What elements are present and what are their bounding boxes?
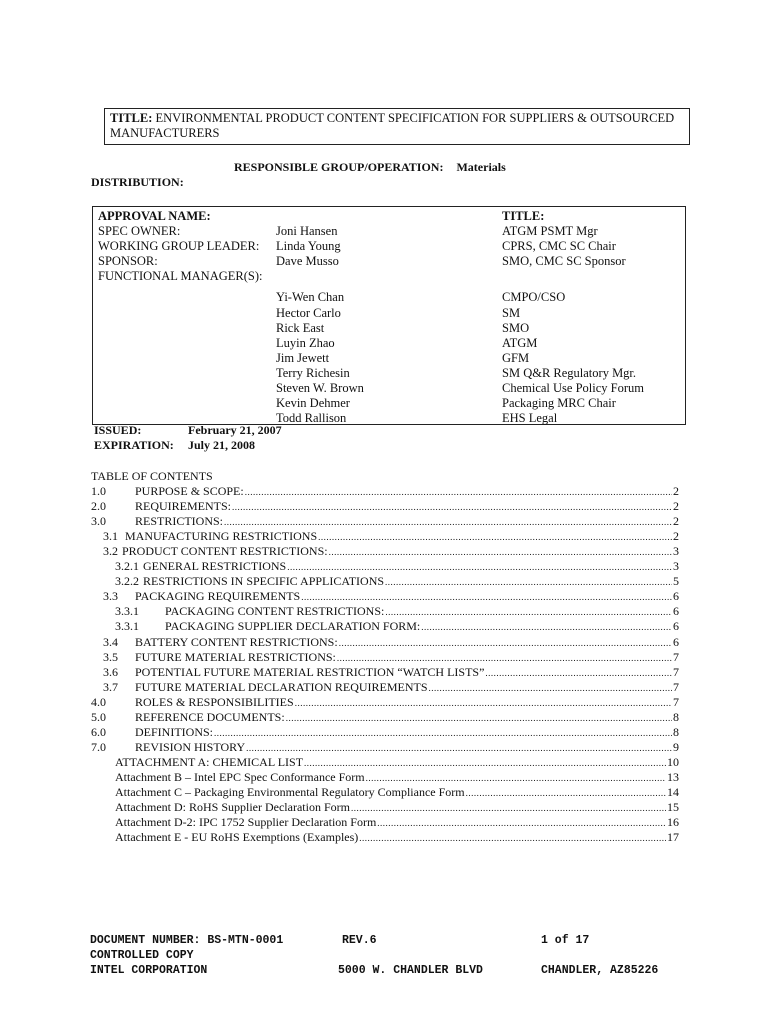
toc-entry-number: 1.0: [91, 484, 106, 498]
title-label: TITLE:: [110, 111, 153, 125]
approval-role: SPEC OWNER:: [98, 224, 181, 238]
toc-page-number: 7: [673, 679, 679, 694]
document-title: ENVIRONMENTAL PRODUCT CONTENT SPECIFICATION FOR SUPPLIERS & OUTSOURCED MANUFACTURERS: [110, 111, 675, 140]
approver-title: CPRS, CMC SC Chair: [502, 239, 616, 253]
toc-leader-dots: [224, 514, 672, 530]
approval-row: [93, 366, 685, 381]
toc-entry[interactable]: [115, 800, 679, 815]
toc-entry-title: PRODUCT CONTENT RESTRICTIONS:: [122, 544, 328, 559]
toc-leader-dots: [304, 755, 666, 771]
toc-leader-dots: [246, 740, 672, 756]
page-footer: [90, 933, 690, 978]
expiration-date: July 21, 2008: [188, 438, 256, 452]
responsible-value: Materials: [456, 160, 506, 174]
toc-page-number: 17: [667, 830, 679, 845]
toc-page-number: 8: [673, 724, 679, 739]
toc-leader-dots: [466, 785, 666, 801]
toc-entry-number: 4.0: [91, 694, 106, 709]
issued-row: [94, 423, 282, 438]
toc-entry-title: ATTACHMENT A: CHEMICAL LIST: [115, 754, 304, 769]
approver-name: Luyin Zhao: [276, 336, 335, 350]
toc-entry[interactable]: [115, 574, 679, 589]
approval-row: [93, 321, 685, 336]
toc-entry-number: 7.0: [91, 739, 106, 754]
responsible-label: RESPONSIBLE GROUP/OPERATION:: [234, 160, 444, 174]
toc-page-number: 10: [667, 754, 679, 769]
toc-entry-title: PACKAGING REQUIREMENTS: [135, 589, 301, 604]
toc-entry-title: PACKAGING SUPPLIER DECLARATION FORM:: [165, 619, 421, 634]
toc-page-number: 3: [673, 559, 679, 574]
footer-row: [90, 948, 690, 963]
approver-name: Linda Young: [276, 239, 341, 253]
toc-entry[interactable]: [103, 529, 679, 544]
toc-page-number: 6: [673, 604, 679, 619]
toc-entry-title: REVISION HISTORY: [135, 739, 246, 754]
toc-entry[interactable]: [91, 514, 679, 529]
toc-leader-dots: [318, 529, 672, 545]
approval-row: [93, 254, 685, 269]
toc-entry-title: BATTERY CONTENT RESTRICTIONS:: [135, 634, 338, 649]
toc-leader-dots: [385, 574, 672, 590]
toc-entry-title: DEFINITIONS:: [135, 724, 213, 739]
distribution-label: DISTRIBUTION:: [91, 175, 184, 189]
approval-row: [93, 269, 685, 284]
toc-entry[interactable]: [115, 755, 679, 770]
company-name: INTEL CORPORATION: [90, 964, 208, 977]
approver-title: Packaging MRC Chair: [502, 396, 616, 410]
toc-page-number: 8: [673, 709, 679, 724]
toc-entry-title: POTENTIAL FUTURE MATERIAL RESTRICTION “WATCH LISTS”: [135, 664, 485, 679]
toc-entry-title: Attachment C – Packaging Environmental Regulatory Compliance Form: [115, 785, 465, 799]
toc-leader-dots: [337, 650, 672, 666]
toc-entry-title: RESTRICTIONS IN SPECIFIC APPLICATIONS: [143, 574, 385, 589]
approval-title-header: TITLE:: [502, 209, 545, 223]
approval-name-header: APPROVAL NAME:: [98, 209, 211, 223]
approver-title: Chemical Use Policy Forum: [502, 381, 644, 395]
toc-entry[interactable]: [115, 770, 679, 785]
toc-leader-dots: [485, 665, 672, 681]
toc-leader-dots: [286, 710, 672, 726]
document-number: DOCUMENT NUMBER: BS-MTN-0001: [90, 934, 284, 947]
toc-leader-dots: [359, 830, 666, 846]
toc-entry-number: 2.0: [91, 499, 106, 514]
toc-entry-title: GENERAL RESTRICTIONS: [143, 559, 287, 574]
toc-entry[interactable]: [115, 604, 679, 619]
toc-entry-title: RESTRICTIONS:: [135, 514, 224, 529]
toc-entry-title: REQUIREMENTS:: [135, 499, 231, 514]
toc-page-number: 14: [667, 785, 679, 799]
toc-leader-dots: [214, 725, 672, 741]
toc-page-number: 2: [673, 514, 679, 529]
approval-row: [93, 306, 685, 321]
toc-entry-title: PURPOSE & SCOPE:: [135, 484, 244, 498]
toc-entry-title: FUTURE MATERIAL RESTRICTIONS:: [135, 649, 336, 664]
toc-leader-dots: [385, 604, 672, 620]
toc-leader-dots: [421, 619, 672, 635]
approval-role: SPONSOR:: [98, 254, 158, 268]
approval-row: [93, 224, 685, 239]
title-box: [104, 108, 690, 145]
approval-row: [93, 290, 685, 305]
toc-leader-dots: [429, 680, 672, 696]
toc-entry-number: 3.0: [91, 514, 106, 529]
toc-entry[interactable]: [103, 650, 679, 665]
toc-page-number: 2: [673, 499, 679, 514]
footer-row: [90, 933, 690, 948]
page-count: 1 of 17: [541, 934, 590, 947]
issued-label: ISSUED:: [94, 423, 142, 437]
approver-title: CMPO/CSO: [502, 290, 566, 304]
toc-entry-title: Attachment B – Intel EPC Spec Conformance Form: [115, 769, 365, 784]
street-address: 5000 W. CHANDLER BLVD: [338, 964, 483, 977]
toc-page-number: 7: [673, 649, 679, 664]
toc-page-number: 16: [667, 815, 679, 830]
toc-page-number: 7: [673, 664, 679, 679]
approval-role: FUNCTIONAL MANAGER(S):: [98, 269, 263, 283]
approver-title: SMO, CMC SC Sponsor: [502, 254, 626, 268]
toc-entry-number: 3.3.1: [115, 604, 139, 619]
approval-header-row: [93, 209, 685, 224]
toc-entry-number: 5.0: [91, 709, 106, 724]
approver-title: GFM: [502, 351, 530, 365]
toc-leader-dots: [329, 544, 672, 560]
toc-entry-title: Attachment D: RoHS Supplier Declaration Form: [115, 800, 350, 815]
approval-row: [93, 336, 685, 351]
approver-name: Steven W. Brown: [276, 381, 364, 395]
toc-entry[interactable]: [103, 680, 679, 695]
toc-entry-number: 3.1: [103, 529, 118, 544]
toc-entry[interactable]: [91, 695, 679, 710]
issued-date: February 21, 2007: [188, 423, 282, 437]
toc-entry-number: 3.2: [103, 544, 118, 559]
approver-name: Yi-Wen Chan: [276, 290, 345, 304]
approver-title: ATGM: [502, 336, 538, 350]
toc-entry[interactable]: [91, 710, 679, 725]
toc-entry[interactable]: [91, 725, 679, 740]
approval-row: [93, 239, 685, 254]
approver-title: SMO: [502, 321, 530, 335]
toc-heading: TABLE OF CONTENTS: [91, 469, 213, 483]
approver-title: ATGM PSMT Mgr: [502, 224, 598, 238]
toc-page-number: 6: [673, 634, 679, 649]
toc-page-number: 3: [673, 544, 679, 559]
toc-leader-dots: [232, 499, 672, 515]
toc-entry-number: 3.7: [103, 679, 118, 694]
toc-entry-number: 6.0: [91, 724, 106, 739]
toc-page-number: 2: [673, 484, 679, 498]
toc-leader-dots: [301, 589, 672, 605]
approver-title: SM: [502, 306, 521, 320]
toc-page-number: 15: [667, 800, 679, 815]
approver-name: Kevin Dehmer: [276, 396, 350, 410]
approver-name: Jim Jewett: [276, 351, 330, 365]
toc-entry-title: PACKAGING CONTENT RESTRICTIONS:: [165, 604, 385, 619]
toc-leader-dots: [339, 635, 672, 651]
issue-dates: [94, 423, 282, 453]
approval-row: [93, 351, 685, 366]
approval-role: WORKING GROUP LEADER:: [98, 239, 260, 253]
toc-page-number: 13: [667, 769, 679, 784]
toc-page-number: 2: [673, 529, 679, 544]
approver-name: Terry Richesin: [276, 366, 350, 380]
toc-leader-dots: [366, 770, 666, 786]
revision: REV.6: [342, 934, 377, 947]
toc-entry[interactable]: [103, 544, 679, 559]
toc-entry[interactable]: [103, 589, 679, 604]
toc-entry-number: 3.3: [103, 589, 118, 604]
approver-name: Todd Rallison: [276, 411, 347, 425]
toc-page-number: 6: [673, 619, 679, 634]
toc-entry-number: 3.6: [103, 664, 118, 679]
toc-page-number: 6: [673, 589, 679, 604]
toc-entry[interactable]: [115, 619, 679, 634]
toc-entry-title: REFERENCE DOCUMENTS:: [135, 709, 285, 724]
approval-table: [92, 206, 686, 425]
approver-name: Rick East: [276, 321, 325, 335]
toc-leader-dots: [295, 695, 672, 711]
toc-page-number: 7: [673, 694, 679, 709]
toc-leader-dots: [377, 815, 666, 831]
toc-entry[interactable]: [91, 499, 679, 514]
approver-name: Hector Carlo: [276, 306, 341, 320]
approval-row: [93, 396, 685, 411]
toc-leader-dots: [245, 484, 672, 500]
approval-row: [93, 381, 685, 396]
approver-name: Dave Musso: [276, 254, 339, 268]
footer-row: [90, 963, 690, 978]
toc-entry-title: MANUFACTURING RESTRICTIONS: [125, 529, 318, 544]
toc-entry[interactable]: [115, 559, 679, 574]
expiration-row: [94, 438, 282, 453]
toc-entry-number: 3.2.2: [115, 574, 139, 589]
approver-title: EHS Legal: [502, 411, 558, 425]
city-state-zip: CHANDLER, AZ85226: [541, 964, 659, 977]
toc-entry-number: 3.4: [103, 634, 118, 649]
toc-entry[interactable]: [103, 635, 679, 650]
approver-title: SM Q&R Regulatory Mgr.: [502, 366, 637, 380]
controlled-copy: CONTROLLED COPY: [90, 949, 194, 962]
toc-entry-number: 3.2.1: [115, 559, 139, 574]
approver-name: Joni Hansen: [276, 224, 338, 238]
toc-leader-dots: [351, 800, 666, 816]
toc-page-number: 9: [673, 739, 679, 754]
toc-leader-dots: [287, 559, 672, 575]
toc-entry-title: ROLES & RESPONSIBILITIES: [135, 694, 294, 709]
toc-entry-title: Attachment D-2: IPC 1752 Supplier Declaration Form: [115, 815, 377, 830]
toc-entry[interactable]: [115, 785, 679, 800]
toc-entry[interactable]: [115, 830, 679, 845]
responsible-group: [234, 160, 506, 175]
toc-entry[interactable]: [91, 484, 679, 499]
expiration-label: EXPIRATION:: [94, 438, 174, 452]
toc-page-number: 5: [673, 574, 679, 589]
toc-entry[interactable]: [115, 815, 679, 830]
toc-entry-title: Attachment E - EU RoHS Exemptions (Examples): [115, 830, 359, 845]
toc-entry[interactable]: [91, 740, 679, 755]
toc-entry-number: 3.5: [103, 649, 118, 664]
toc-entry-title: FUTURE MATERIAL DECLARATION REQUIREMENTS: [135, 679, 428, 694]
toc-entry-number: 3.3.1: [115, 619, 139, 634]
toc-entry[interactable]: [103, 665, 679, 680]
